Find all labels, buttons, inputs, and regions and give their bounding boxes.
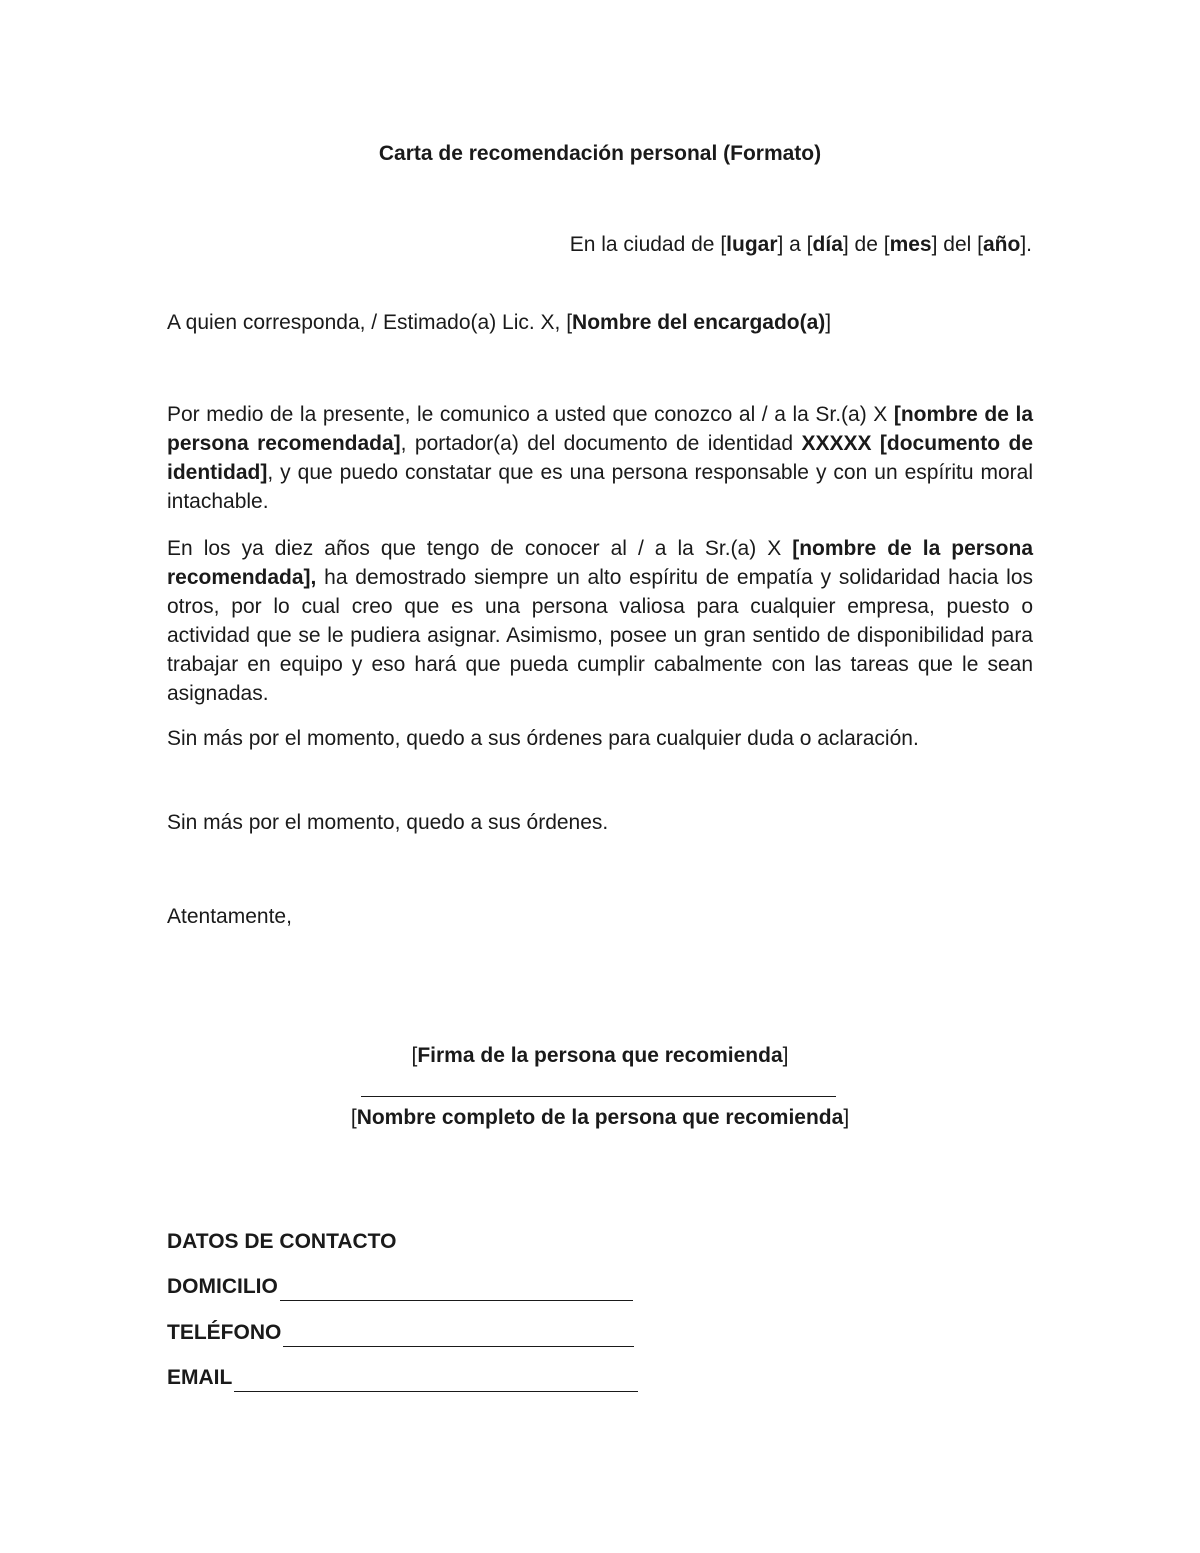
date-text: ] a [ — [777, 233, 813, 256]
body-paragraph-2: En los ya diez años que tengo de conocer al / a la Sr.(a) X [nombre de la persona recomendada], ha demostrado siempre un alto espíritu de empatía y solidaridad hacia los otros, por lo cual creo que es una persona valiosa para cualquier empresa, puesto o actividad que se le pudiera asignar. Asimismo, posee un gran sentido de disponibilidad para trabajar en equipo y eso hará que pueda cumplir cabalmente con las tareas que le sean asignadas. — [167, 537, 1033, 705]
date-placeholder-day: día — [812, 233, 843, 256]
date-text: ] de [ — [842, 233, 890, 256]
placeholder-recommended-name: [nombre de la persona recomendada] — [167, 403, 1033, 455]
salutation-placeholder: Nombre del encargado(a) — [572, 311, 826, 334]
date-placeholder-year: año — [982, 233, 1021, 256]
salutation-text: A quien corresponda, / Estimado(a) Lic. X, [ — [167, 311, 573, 334]
date-text: ]. — [1020, 233, 1032, 256]
placeholder-id-document: XXXXX [documento de identidad] — [167, 432, 1033, 484]
date-text: En la ciudad de [ — [569, 233, 727, 256]
contact-label-domicilio: DOMICILIO — [167, 1275, 278, 1298]
body-paragraph-3: Sin más por el momento, quedo a sus órdenes para cualquier duda o aclaración. — [167, 727, 919, 750]
signature-label: [Firma de la persona que recomienda] — [411, 1044, 789, 1067]
placeholder-recommended-name: [nombre de la persona recomendada], — [167, 537, 1033, 589]
contact-label-telefono: TELÉFONO — [167, 1321, 282, 1344]
email-blank-line — [234, 1369, 638, 1392]
telefono-blank-line — [283, 1324, 634, 1347]
contact-field-email — [167, 1363, 638, 1392]
contact-heading: DATOS DE CONTACTO — [167, 1230, 397, 1253]
salutation — [167, 308, 831, 337]
signer-name-label: [Nombre completo de la persona que recomienda] — [350, 1106, 850, 1129]
contact-field-domicilio — [167, 1272, 633, 1301]
date-text: ] del [ — [931, 233, 983, 256]
domicilio-blank-line — [280, 1278, 633, 1301]
date-placeholder-month: mes — [889, 233, 932, 256]
contact-label-email: EMAIL — [167, 1366, 233, 1389]
body-paragraph-1: Por medio de la presente, le comunico a usted que conozco al / a la Sr.(a) X [nombre de la persona recomendada], portador(a) del documento de identidad XXXXX [documento de identidad], y que puedo constatar que es una persona responsable y con un espíritu moral intachable. — [167, 403, 1033, 513]
body-paragraph-4: Sin más por el momento, quedo a sus órdenes. — [167, 811, 609, 834]
signature-line — [361, 1096, 836, 1097]
date-placeholder-place: lugar — [726, 233, 778, 256]
contact-field-telefono — [167, 1318, 634, 1347]
salutation-text: ] — [825, 311, 832, 334]
document-title: Carta de recomendación personal (Formato) — [378, 142, 822, 165]
date-line — [570, 230, 1032, 259]
closing: Atentamente, — [167, 905, 292, 928]
